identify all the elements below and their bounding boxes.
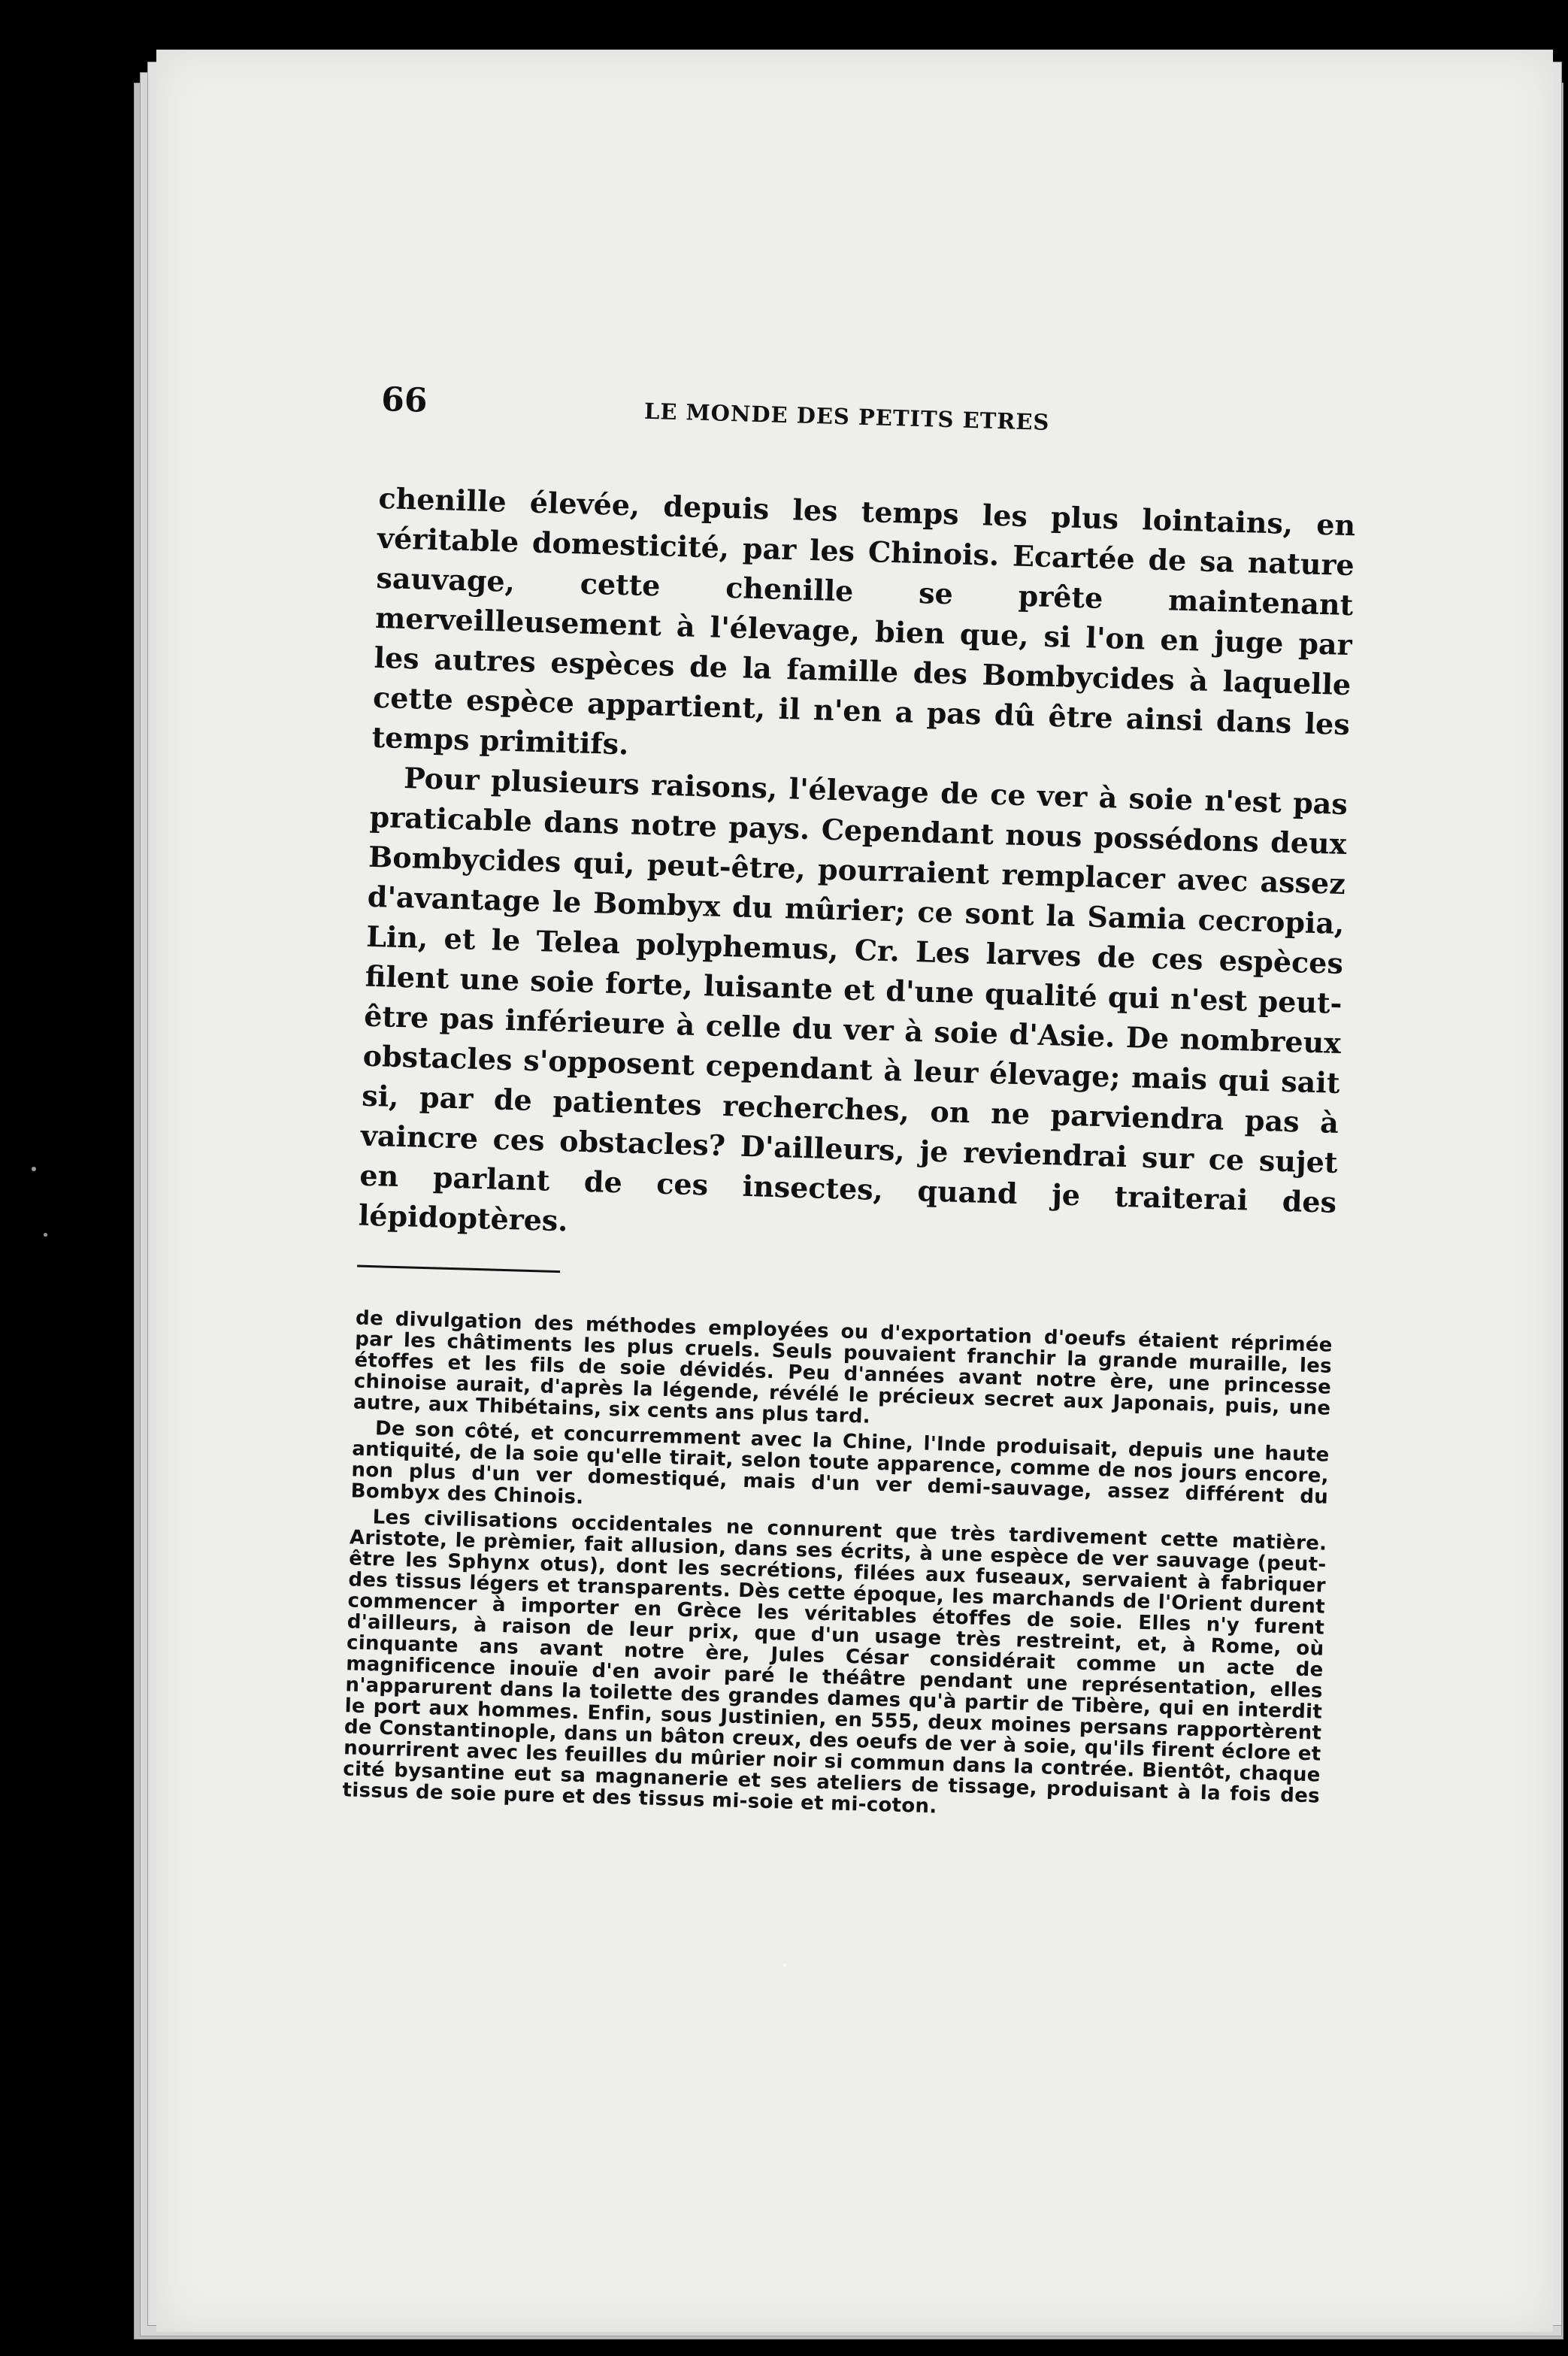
page-header (380, 380, 1359, 468)
footnote-paragraph: De son côté, et concurremment avec la Chine, l'Inde produisait, depuis une haute antiquité, de la soie qu'elle tirait, selon toute apparence, comme de nos jours encore, non plus d'un ver domestiqué, mais d'un ver demi-sauvage, assez différent du Bombyx des Chinois. (350, 1417, 1330, 1510)
body-paragraph: chenille élevée, depuis les temps les plus lointains, en véritable domesticité, par les Chinois. Ecartée de sa nature sauvage, cette chenille se prête maintenant merveilleusement à l'élevage, bien que, si l'on en juge par les autres espèces de la famille des Bombycides à laquelle cette espèce appartient, il n'en a pas dû être ainsi dans les temps primitifs. (371, 480, 1356, 762)
footnote-paragraph: Les civilisations occidentales ne connurent que très tardivement cette matière. Aristote, le prèmier, fait allusion, dans ses écrits, à une espèce de ver sauvage (peut-être les Sphynx otus), dont les secrétions, filées aux fuseaux, servaient à fabriquer des tissus légers et transparents. Dès cette époque, les marchands de l'Orient durent commencer à importer en Grèce les véritables étoffes de soie. Elles n'y furent d'ailleurs, à raison de leur prix, que d'un usage très restreint, et, à Rome, où cinquante ans avant notre ère, Jules César considérait comme un acte de magnificence inouïe d'en avoir paré le théâtre pendant une représentation, elles n'apparurent dans la toilette des grandes dames qu'à partir de Tibère, qui en interdit le port aux hommes. Enfin, sous Justinien, en 555, deux moines persans rapportèrent de Constantinople, dans un bâton creux, des oeufs de ver à soie, qu'ils firent éclore et nourrirent avec les feuilles du mûrier noir si commun dans la contrée. Bientôt, chaque cité bysantine eut sa magnanerie et ses ateliers de tissage, produisant à la fois des tissus de soie pure et des tissus mi-soie et mi-coton. (342, 1506, 1327, 1818)
book-page (156, 50, 1553, 2332)
footnotes (342, 1308, 1333, 1828)
dust-speck (44, 1233, 47, 1237)
footnote-paragraph: de divulgation des méthodes employées ou d'exportation d'oeufs étaient réprimée par les châtiments les plus cruels. Seuls pouvaient franchir la grande muraille, les étoffes et les fils de soie dévidés. Peu d'années avant notre ère, une princesse chinoise aurait, d'après la légende, révélé le précieux secret aux Japonais, puis, une autre, aux Thibétains, six cents ans plus tard. (353, 1307, 1333, 1428)
footnote-separator (357, 1265, 560, 1273)
body-paragraph: Pour plusieurs raisons, l'élevage de ce ver à soie n'est pas praticable dans notre pays. Cependant nous possédons deux Bombycides qui, peut-être, pourraient remplacer avec assez d'avantage le Bombyx du mûrier; ce sont la Samia cecropia, Lin, et le Telea polyphemus, Cr. Les larves de ces espèces filent une soie forte, luisante et d'une qualité qui n'est peut-être pas inférieure à celle du ver à soie d'Asie. De nombreux obstacles s'opposent cependant à leur élevage; mais qui sait si, par de patientes recherches, on ne parviendra pas à vaincre ces obstacles? D'ailleurs, je reviendrai sur ce sujet en parlant de ces insectes, quand je traiterai des lépidoptères. (358, 761, 1349, 1238)
dust-speck (783, 1964, 786, 1967)
running-head: LE MONDE DES PETITS ETRES (643, 398, 1050, 435)
page-number: 66 (380, 380, 428, 420)
page-content (342, 380, 1358, 1833)
body-text (358, 478, 1356, 1262)
dust-speck (32, 1167, 36, 1171)
